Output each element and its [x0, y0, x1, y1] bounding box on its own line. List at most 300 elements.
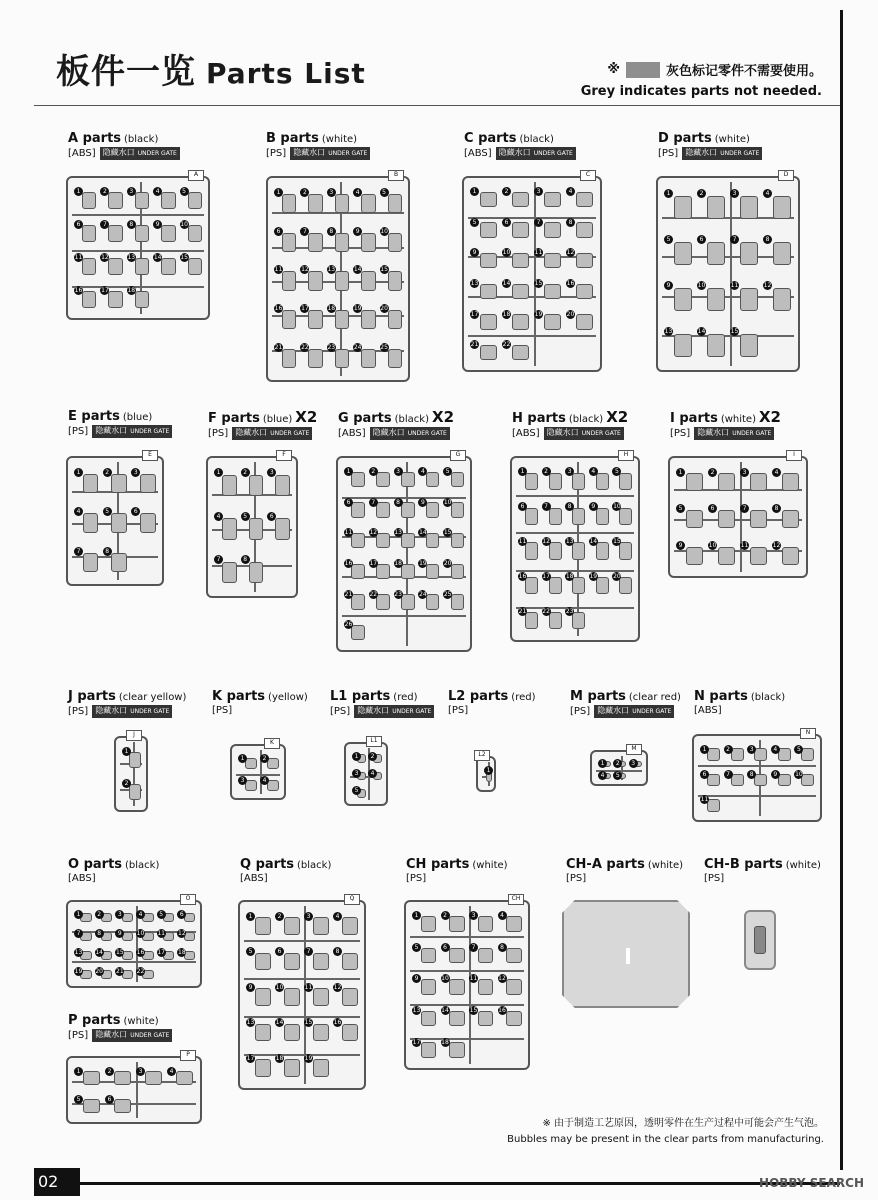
runner-piece: [686, 473, 704, 491]
part-number: 13: [327, 266, 336, 274]
runner-piece: [525, 473, 538, 490]
runner-piece: [361, 194, 376, 213]
watermark: HOBBY SEARCH: [759, 1176, 864, 1190]
runner-piece: [275, 475, 290, 497]
section-name: F parts: [208, 411, 260, 426]
runner-piece: [426, 594, 440, 609]
runner-piece: [82, 192, 97, 209]
runner-piece: [161, 258, 176, 275]
part-number: 12: [369, 529, 378, 537]
runner-piece: [773, 288, 791, 311]
part-number: 24: [419, 590, 427, 598]
part-number: 2: [542, 467, 551, 476]
runner-piece: [619, 508, 632, 525]
part-number: 6: [708, 504, 717, 513]
badge-cn: 隐藏水口: [685, 148, 718, 157]
runner-chb: [744, 910, 776, 970]
section-material-row: [566, 873, 683, 885]
section-material-row: [240, 873, 331, 885]
parts-section-q: [240, 858, 331, 885]
part-number: 4: [136, 910, 145, 919]
runner-piece: [674, 242, 692, 265]
runner-piece: [426, 533, 440, 548]
runner-m: [590, 745, 648, 786]
runner-piece: [222, 562, 237, 584]
part-number: 15: [304, 1019, 313, 1027]
part-number: 9: [246, 983, 255, 992]
runner-tag: M: [626, 744, 642, 755]
part-number: 7: [74, 547, 83, 556]
section-label: [338, 410, 454, 427]
part-number: 5: [241, 512, 250, 521]
section-material: [PS]: [670, 427, 691, 439]
part-number: 17: [246, 1054, 255, 1062]
section-material-row: [464, 147, 576, 160]
runner-piece: [718, 547, 736, 565]
part-number: 4: [74, 507, 83, 516]
runner-piece: [275, 518, 290, 540]
part-number: 2: [708, 468, 717, 477]
badge-cn: 隐藏水口: [357, 706, 390, 715]
section-color-note: (black): [124, 134, 159, 145]
section-material: [PS]: [406, 873, 427, 884]
runner-piece: [596, 577, 609, 594]
runner-bar: [244, 978, 360, 980]
badge-en: UNDER GATE: [270, 430, 310, 437]
part-number: 24: [353, 344, 362, 352]
runner-piece: [83, 474, 99, 494]
part-number: 19: [74, 967, 83, 975]
under-gate-badge: [370, 427, 450, 440]
runner-tag: N: [800, 728, 816, 739]
runner-bar: [740, 462, 742, 572]
part-number: 18: [502, 310, 511, 318]
part-number: 20: [95, 967, 103, 975]
section-material-row: [448, 705, 536, 717]
section-color-note: (white): [720, 414, 756, 425]
section-color-note: (blue): [262, 414, 293, 425]
part-number: 13: [394, 529, 402, 537]
part-number: 11: [518, 538, 527, 546]
under-gate-badge: [694, 427, 774, 440]
runner-piece: [284, 1024, 300, 1042]
runner-piece: [718, 510, 736, 528]
section-material: [PS]: [208, 427, 229, 439]
part-number: 2: [300, 188, 309, 197]
runner-piece: [351, 625, 365, 640]
runner-piece: [129, 784, 141, 800]
runner-piece: [512, 314, 530, 329]
runner-piece: [754, 748, 767, 761]
part-number: 6: [518, 502, 527, 511]
runner-tag: CH: [508, 894, 524, 905]
part-number: 9: [664, 281, 673, 290]
part-number: 6: [275, 947, 284, 956]
runner-piece: [512, 253, 530, 268]
runner-piece: [82, 258, 97, 275]
part-number: 14: [502, 280, 511, 288]
runner-piece: [707, 288, 725, 311]
part-number: 16: [344, 560, 353, 568]
part-number: 9: [589, 502, 598, 511]
runner-piece: [255, 953, 271, 971]
part-number: 5: [103, 507, 112, 516]
runner-piece: [619, 473, 632, 490]
runner-piece: [782, 510, 800, 528]
part-number: 14: [95, 948, 103, 956]
part-number: 17: [301, 305, 309, 313]
part-number: 16: [518, 572, 527, 580]
runner-piece: [335, 271, 350, 290]
under-gate-badge: [594, 705, 674, 718]
section-material: [PS]: [704, 873, 725, 884]
runner-piece: [376, 564, 390, 579]
under-gate-badge: [232, 427, 312, 440]
part-number: 14: [419, 529, 427, 537]
note-mark: ※: [607, 62, 620, 77]
runner-piece: [421, 1011, 437, 1027]
part-number: 9: [676, 541, 685, 550]
parts-section-f: [208, 410, 317, 440]
section-name: L1 parts: [330, 689, 391, 704]
part-number: 4: [598, 771, 607, 780]
part-number: 18: [327, 305, 336, 313]
part-number: 3: [565, 467, 574, 476]
runner-piece: [707, 799, 720, 812]
section-multiplier: X2: [432, 408, 455, 426]
badge-en: UNDER GATE: [407, 430, 447, 437]
grey-swatch: [626, 62, 660, 78]
section-material-row: [570, 705, 681, 718]
part-number: 25: [443, 590, 452, 598]
runner-piece: [114, 1099, 131, 1113]
section-label: [670, 410, 781, 427]
runner-piece: [731, 748, 744, 761]
part-number: 11: [157, 929, 165, 937]
part-number: 4: [566, 187, 575, 196]
part-number: 6: [502, 218, 511, 227]
section-name: O parts: [68, 857, 123, 872]
section-color-note: (white): [123, 1016, 159, 1027]
runner-bar: [72, 250, 204, 252]
part-number: 22: [136, 967, 145, 975]
part-number: 5: [612, 467, 621, 476]
runner-bar: [469, 906, 471, 1064]
runner-piece: [707, 334, 725, 357]
runner-piece: [222, 518, 237, 540]
part-number: 1: [352, 752, 361, 761]
runner-piece: [135, 291, 150, 308]
section-name: P parts: [68, 1013, 121, 1028]
section-multiplier: X2: [758, 408, 781, 426]
part-number: 3: [469, 911, 478, 920]
parts-section-o: [68, 858, 159, 885]
part-number: 2: [241, 468, 250, 477]
badge-en: UNDER GATE: [533, 150, 573, 157]
part-number: 4: [153, 187, 162, 196]
runner-piece: [674, 196, 692, 219]
under-gate-badge: [92, 1029, 172, 1042]
runner-a: [66, 171, 210, 320]
runner-piece: [111, 513, 127, 533]
runner-piece: [401, 564, 415, 579]
runner-piece: [449, 1042, 465, 1058]
section-material-row: [266, 147, 370, 160]
part-number: 1: [238, 754, 247, 763]
part-number: 14: [275, 1019, 284, 1027]
part-number: 14: [697, 327, 706, 335]
runner-piece: [686, 510, 704, 528]
part-number: 1: [74, 187, 83, 196]
runner-piece: [82, 291, 97, 308]
parts-section-b: [266, 132, 370, 160]
runner-tag: K: [264, 738, 280, 749]
runner-piece: [426, 502, 440, 517]
part-number: 6: [700, 770, 709, 779]
runner-bar: [410, 936, 524, 938]
part-number: 19: [304, 1054, 313, 1062]
runner-piece: [426, 564, 440, 579]
part-number: 21: [470, 341, 479, 349]
runner-piece: [335, 310, 350, 329]
runner-piece: [83, 553, 99, 573]
part-number: 11: [74, 254, 83, 262]
runner-piece: [740, 334, 758, 357]
parts-section-cha: [566, 858, 683, 885]
runner-bar: [410, 1038, 524, 1040]
part-number: 15: [469, 1006, 478, 1014]
runner-piece: [782, 473, 800, 491]
part-number: 15: [613, 538, 621, 546]
section-label: [212, 690, 308, 705]
part-number: 1: [246, 912, 255, 921]
part-number: 19: [419, 560, 427, 568]
part-number: 1: [518, 467, 527, 476]
parts-section-h: [512, 410, 628, 440]
part-number: 13: [412, 1006, 421, 1014]
part-number: 1: [274, 188, 283, 197]
runner-piece: [572, 542, 585, 559]
part-number: 13: [664, 327, 673, 335]
section-material-row: [338, 427, 454, 440]
runner-bar: [698, 765, 816, 767]
runner-tag: I: [786, 450, 802, 461]
runner-bar: [244, 940, 360, 942]
part-number: 13: [470, 280, 479, 288]
part-number: 16: [333, 1019, 342, 1027]
runner-piece: [351, 533, 365, 548]
part-number: 7: [730, 235, 739, 244]
part-number: 9: [353, 227, 362, 236]
badge-cn: 隐藏水口: [95, 706, 128, 715]
parts-section-j: [68, 690, 186, 718]
part-number: 6: [441, 943, 450, 952]
runner-piece: [525, 542, 538, 559]
runner-piece: [421, 979, 437, 995]
runner-piece: [161, 192, 176, 209]
runner-piece: [308, 271, 323, 290]
part-number: 4: [214, 512, 223, 521]
runner-piece: [750, 473, 768, 491]
section-color-note: (yellow): [268, 692, 308, 703]
part-number: 4: [418, 467, 427, 476]
runner-piece: [176, 1071, 193, 1085]
header-divider: [34, 105, 840, 106]
under-gate-badge: [100, 147, 180, 160]
runner-piece: [619, 577, 632, 594]
runner-piece: [512, 192, 530, 207]
runner-piece: [342, 953, 358, 971]
runner-piece: [451, 564, 465, 579]
section-label: [570, 690, 681, 705]
runner-piece: [335, 194, 350, 213]
runner-tag: L2: [474, 750, 490, 761]
runner-piece: [512, 284, 530, 299]
runner-n: [692, 729, 822, 822]
part-number: 10: [795, 770, 803, 778]
runner-piece: [576, 192, 594, 207]
section-color-note: (red): [511, 692, 536, 703]
section-label: [68, 690, 186, 705]
runner-piece: [544, 253, 562, 268]
section-name: D parts: [658, 131, 712, 146]
section-material: [ABS]: [512, 427, 540, 439]
part-number: 3: [238, 776, 247, 785]
section-name: Q parts: [240, 857, 295, 872]
part-number: 5: [380, 188, 389, 197]
under-gate-badge: [682, 147, 762, 160]
runner-piece: [401, 502, 415, 517]
part-number: 22: [502, 341, 511, 349]
section-material-row: [212, 705, 308, 717]
section-name: B parts: [266, 131, 319, 146]
part-number: 3: [629, 759, 638, 768]
part-number: 11: [344, 529, 353, 537]
part-number: 1: [74, 468, 83, 477]
runner-piece: [313, 988, 329, 1006]
section-color-note: (white): [647, 860, 684, 871]
section-material-row: [68, 1029, 172, 1042]
part-number: 10: [613, 503, 621, 511]
part-number: 11: [534, 249, 543, 257]
part-number: 2: [441, 911, 450, 920]
section-material: [ABS]: [68, 147, 96, 159]
runner-piece: [351, 594, 365, 609]
runner-piece: [342, 988, 358, 1006]
runner-piece: [255, 1024, 271, 1042]
parts-section-c: [464, 132, 576, 160]
section-label: [208, 410, 317, 427]
runner-piece: [480, 314, 498, 329]
runner-piece: [773, 242, 791, 265]
part-number: 8: [241, 555, 250, 564]
part-number: 7: [369, 498, 378, 507]
part-number: 8: [103, 547, 112, 556]
part-number: 16: [498, 1006, 506, 1014]
runner-piece: [480, 222, 498, 237]
section-label: [68, 410, 172, 425]
runner-tag: G: [450, 450, 466, 461]
part-number: 5: [180, 187, 189, 196]
part-number: 9: [771, 770, 780, 779]
section-label: [68, 858, 159, 873]
part-number: 7: [100, 220, 109, 229]
runner-piece: [376, 533, 390, 548]
runner-piece: [549, 577, 562, 594]
part-number: 23: [394, 590, 402, 598]
runner-piece: [351, 564, 365, 579]
runner-piece: [506, 1011, 522, 1027]
runner-piece: [740, 242, 758, 265]
part-number: 3: [534, 187, 543, 196]
part-number: 5: [443, 467, 452, 476]
runner-piece: [754, 926, 766, 954]
runner-cha: [562, 900, 690, 1008]
part-number: 3: [136, 1067, 145, 1076]
part-number: 11: [274, 266, 283, 274]
part-number: 6: [344, 498, 353, 507]
part-number: 12: [333, 983, 342, 991]
section-label: [658, 132, 762, 147]
parts-section-m: [570, 690, 681, 718]
part-number: 3: [740, 468, 749, 477]
section-color-note: (white): [714, 134, 750, 145]
parts-section-p: [68, 1014, 172, 1042]
runner-piece: [140, 474, 156, 494]
part-number: 14: [353, 266, 362, 274]
section-color-note: (black): [394, 414, 429, 425]
runner-piece: [282, 271, 297, 290]
part-number: 8: [498, 943, 507, 952]
part-number: 2: [103, 468, 112, 477]
part-number: 22: [301, 344, 309, 352]
runner-bar: [244, 1016, 360, 1018]
under-gate-badge: [496, 147, 576, 160]
part-number: 6: [131, 507, 140, 516]
part-number: 10: [380, 227, 388, 235]
section-material: [ABS]: [694, 705, 722, 716]
runner-o: [66, 895, 202, 988]
note-cn-text: 灰色标记零件不需要使用。: [665, 64, 822, 79]
parts-section-n: [694, 690, 785, 717]
part-number: 2: [369, 467, 378, 476]
section-name: H parts: [512, 411, 566, 426]
part-number: 7: [214, 555, 223, 564]
runner-piece: [111, 474, 127, 494]
runner-tag: B: [388, 170, 404, 181]
runner-piece: [572, 508, 585, 525]
section-material-row: [208, 427, 317, 440]
runner-p: [66, 1051, 202, 1124]
runner-piece: [778, 748, 791, 761]
bubble-note-en: Bubbles may be present in the clear parts from manufacturing.: [507, 1134, 824, 1145]
runner-piece: [188, 258, 203, 275]
section-name: CH parts: [406, 857, 470, 872]
part-number: 1: [74, 1067, 83, 1076]
section-color-note: (red): [393, 692, 418, 703]
runner-piece: [572, 612, 585, 629]
runner-piece: [308, 194, 323, 213]
runner-bar: [342, 615, 466, 617]
part-number: 8: [772, 504, 781, 513]
part-number: 10: [180, 221, 188, 229]
part-number: 4: [167, 1067, 176, 1076]
section-color-note: (black): [297, 860, 332, 871]
runner-piece: [549, 473, 562, 490]
part-number: 19: [534, 310, 543, 318]
runner-piece: [750, 510, 768, 528]
runner-piece: [140, 513, 156, 533]
